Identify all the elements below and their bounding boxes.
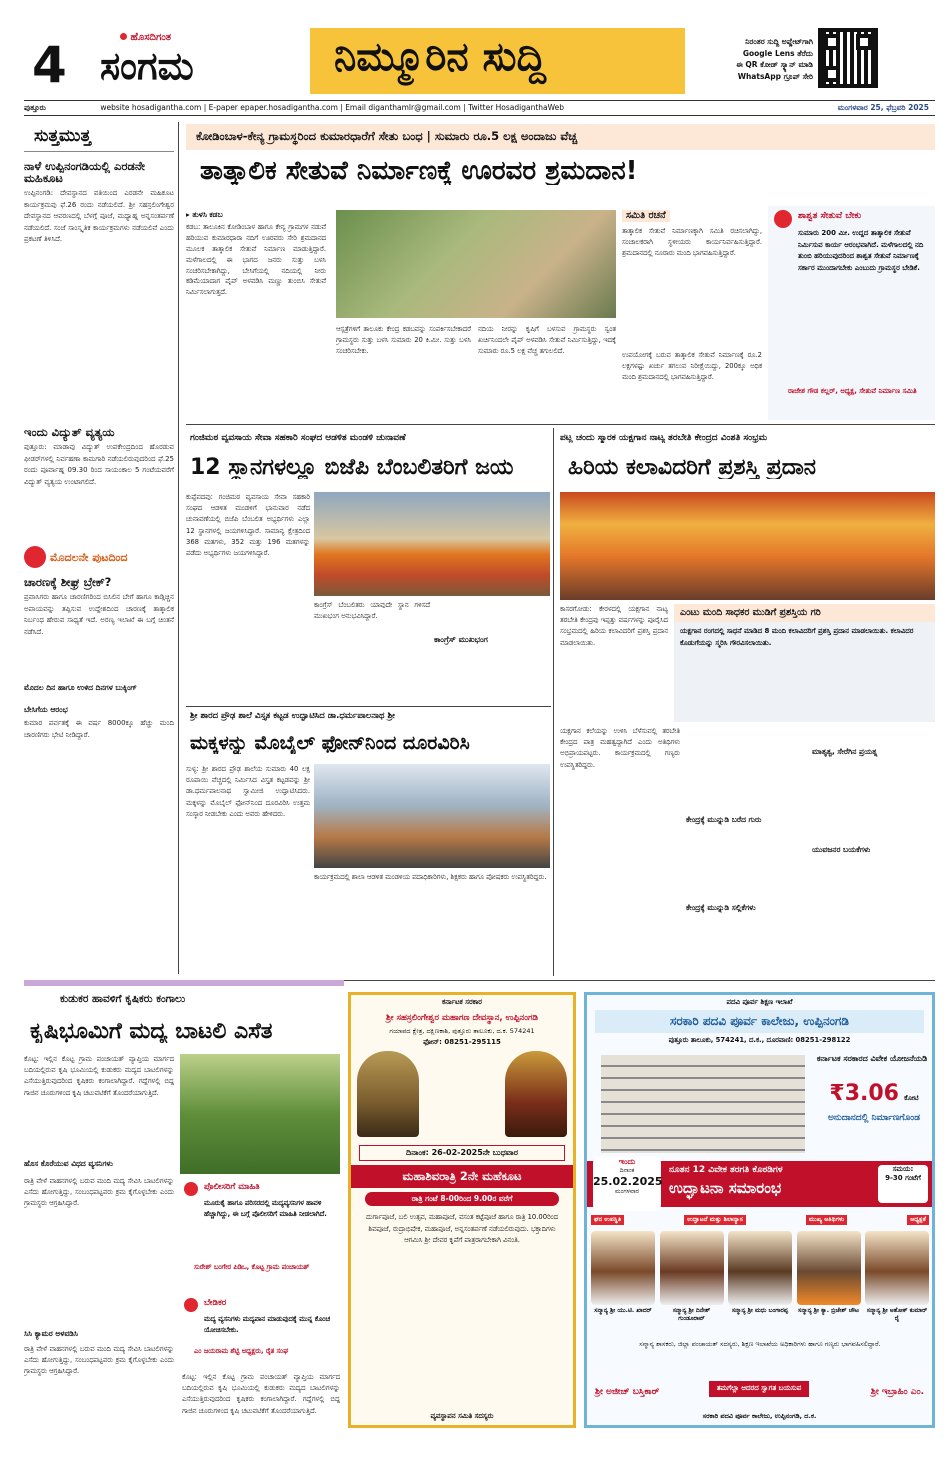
lead-committee-text: ತಾತ್ಕಾಲಿಕ ಸೇತುವೆ ನಿರ್ಮಾಣಕ್ಕಾಗಿ ಸಮಿತಿ ರಚಿಸಲಾಗಿದ್ದು, ಸಂಚಾಲಕರಾಗಿ ಸ್ಥಳೀಯರು ಕಾರ್ಯನಿರ್ವಹಿಸುತ್ತಿದ್ದಾರೆ. ಶ್ರಮದಾನದಲ್ಲಿ ನೂರಾರು ಮಂದಿ ಭಾಗವಹಿಸುತ್ತಿದ್ದಾರೆ. (622, 227, 762, 257)
avatar (865, 1231, 929, 1305)
lead-text-2: ಆಸ್ಪತ್ರೆಗಳಿಗೆ ತಾಲೂಕು ಕೇಂದ್ರ ಕಡಬವನ್ನು ಸಂಪರ್ಕಿಸಬೇಕಾದರೆ ಗ್ರಾಮಸ್ಥರು ಸುತ್ತು ಬಳಸಿ ಸುಮಾರು 20 ಕಿ.ಮೀ. ಸುತ್ತು ಬಳಸಿ ಸಂಚರಿಸಬೇಕು. (336, 325, 471, 355)
police-author: ಸುರೇಶ್ ಬಂಗೇರ ಪಿಡಿಒ, ಕೊಟ್ಟ ಗ್ರಾಮ ಪಂಚಾಯತ್ (194, 1263, 310, 1271)
qr-code-icon[interactable] (818, 28, 878, 88)
role-0: ಘನ ಉಪಸ್ಥಿತಿ (591, 1215, 624, 1225)
story2-photo (314, 492, 550, 596)
ad2-event-bar (587, 1157, 932, 1207)
sidebar-item1-text: ಉಪ್ಪಿನಂಗಡಿ: ದೇವಸ್ಥಾನದ ವತಿಯಿಂದ ಎರಡನೇ ಮಹಿಕೂಟ ಕಾರ್ಯಕ್ರಮವು ಫೆ.26 ರಂದು ನಡೆಯಲಿದೆ. ಶ್ರೀ ಸಹಸ್ರಲಿಂಗೇಶ್ವರ ದೇವಸ್ಥಾನದ ಆವರಣದಲ್ಲಿ ಬೆಳಗ್ಗೆ ಪೂಜೆ, ಮಧ್ಯಾಹ್ನ ಅನ್ನಸಂತರ್ಪಣೆ ನಡೆಯಲಿದೆ. ಸಂಜೆ ಸಾಂಸ್ಕೃತಿಕ ಕಾರ್ಯಕ್ರಮಗಳು ನಡೆಯಲಿವೆ ಎಂದು ಪ್ರಕಟಣೆ ತಿಳಿಸಿದೆ. (24, 189, 174, 244)
avatar (728, 1231, 792, 1305)
story2-text: ಕುಪ್ಪೆಪದವು: ಗಂಜಿಮಠ ವ್ಯವಸಾಯ ಸೇವಾ ಸಹಕಾರಿ ಸಂಘದ ಆಡಳಿತ ಮಂಡಳಿಗೆ ಭಾನುವಾರ ನಡೆದ ಚುನಾವಣೆಯಲ್ಲಿ ಬಿಜೆಪಿ ಬೆಂಬಲಿತ ಅಭ್ಯರ್ಥಿಗಳು ಎಲ್ಲಾ 12 ಸ್ಥಾನಗಳಲ್ಲಿ ಜಯಗಳಿಸಿದ್ದಾರೆ. ಸಾಮಾನ್ಯ ಕ್ಷೇತ್ರದಿಂದ 368 ಮತಗಳು, 352 ಮತ್ತು 196 ಮತಗಳನ್ನು ಪಡೆದು ಅಭ್ಯರ್ಥಿಗಳು ಜಯಗಳಿಸಿದ್ದಾರೆ. (186, 493, 310, 558)
role-2: ಮುಖ್ಯ ಅತಿಥಿಗಳು (806, 1215, 847, 1225)
sidebar-from-front-label: ಮೊದಲನೇ ಪುಟದಿಂದ (24, 546, 174, 568)
story2-text2: ಕಾಂಗ್ರೆಸ್ ಬೆಂಬಲಿತರು ಯಾವುದೇ ಸ್ಥಾನ ಗಳಿಸದೆ ಮುಖಭಂಗ ಅನುಭವಿಸಿದ್ದಾರೆ. (314, 601, 430, 621)
story5-sub1: ಹೊಸ ಕೊರೆಯುವ ವಿಧದ ವ್ಯಸನಿಗಳು (24, 1159, 113, 1168)
story2-headline: 12 ಸ್ಥಾನಗಳಲ್ಲೂ ಬಿಜೆಪಿ ಬೆಂಬಲಿತರಿಗೆ ಜಯ (190, 456, 514, 480)
ad2-footer: ಸರಕಾರಿ ಪದವಿ ಪೂರ್ವ ಕಾಲೇಜು, ಉಪ್ಪಿನಂಗಡಿ, ದ.ಕ. (702, 1412, 817, 1420)
ad2-time-box (878, 1165, 928, 1203)
story5-text4: ಕೊಟ್ಟ: ಇಲ್ಲಿನ ಕೊಟ್ಟ ಗ್ರಾಮ ಪಂಚಾಯತ್ ವ್ಯಾಪ್ತಿಯ ಮಾರ್ಗದ ಬದಿಯಲ್ಲಿರುವ ಕೃಷಿ ಭೂಮಿಯಲ್ಲಿ ಕುಡುಕರು ಮದ್ಯದ ಬಾಟಲಿಗಳನ್ನು ಎಸೆಯುತ್ತಿರುವುದರಿಂದ ಕೃಷಿಕರು ಕಂಗಾಲಾಗಿದ್ದಾರೆ. ಗದ್ದೆಗಳಲ್ಲಿ ಬಿದ್ದ ಗಾಜಿನ ಚೂರುಗಳಿಂದ ಕೃಷಿ ಚಟುವಟಿಕೆಗೆ ತೊಂದರೆಯಾಗುತ್ತಿದೆ. (182, 1373, 340, 1415)
info-bar: ಪುತ್ತೂರು website hosadigantha.com | E-paper epaper.hosadigantha.com | Email diganthamlr@gmail.com | Twitter HosadiganthaWeb ಮಂಗಳವಾರ 25, ಫೆಬ್ರವರಿ 2025 (24, 100, 935, 116)
story3-photo (560, 492, 935, 600)
section-banner (310, 28, 685, 94)
story3-text2: ಯಕ್ಷಗಾನ ಕಲೆಯನ್ನು ಉಳಿಸಿ ಬೆಳೆಸುವಲ್ಲಿ ತರಬೇತಿ ಕೇಂದ್ರದ ಪಾತ್ರ ಮಹತ್ವದ್ದಾಗಿದೆ ಎಂದು ಅತಿಥಿಗಳು ಅಭಿಪ್ರಾಯಪಟ್ಟರು. ಕಾರ್ಯಕ್ರಮದಲ್ಲಿ ಗಣ್ಯರು ಉಪಸ್ಥಿತರಿದ್ದರು. (560, 727, 680, 769)
story2-kicker: ಗಂಜಿಮಠ ವ್ಯವಸಾಯ ಸೇವಾ ಸಹಕಾರಿ ಸಂಘದ ಆಡಳಿತ ಮಂಡಳಿ ಚುನಾವಣೆ (190, 434, 406, 443)
sidebar-column-title: ಸುತ್ತಮುತ್ತ (24, 122, 174, 152)
arrow-icon (24, 546, 46, 568)
divider-v2 (553, 428, 554, 976)
lead-quote-box (768, 206, 935, 420)
ad2-people (591, 1231, 929, 1323)
quote-icon (774, 210, 792, 228)
lead-byline: ▸ ತುಳಸಿ ಕಡಬ (186, 210, 223, 219)
story2-sub: ಕಾಂಗ್ರೆಸ್ ಮುಖಭಂಗ (434, 635, 488, 644)
story3-text: ಕಾಸರಗೋಡು: ಕೇರಳದಲ್ಲಿ ಯಕ್ಷಗಾನ ನಾಟ್ಯ ತರಬೇತಿ ಕೇಂದ್ರವು ಇಪ್ಪತ್ತು ವರ್ಷಗಳನ್ನು ಪೂರೈಸಿದ ಸಂಭ್ರಮದಲ್ಲಿ ಹಿರಿಯ ಕಲಾವಿದರಿಗೆ ಪ್ರಶಸ್ತಿ ಪ್ರದಾನ ಮಾಡಲಾಯಿತು. (560, 605, 668, 647)
story3-sub3: ಕೇಂದ್ರಕ್ಕೆ ಮುನ್ನುಡಿ ಸಲ್ಲಿಕೆಗಳು (686, 902, 756, 912)
story3-headline: ಹಿರಿಯ ಕಲಾವಿದರಿಗೆ ಪ್ರಶಸ್ತಿ ಪ್ರದಾನ (568, 456, 816, 480)
section-banner-text: ನಿಮ್ಮೂರಿನ ಸುದ್ದಿ (334, 34, 546, 80)
ad1-images (351, 1047, 573, 1141)
ad2-header: ಪದವಿ ಪೂರ್ವ ಶಿಕ್ಷಣ ಇಲಾಖೆ (726, 998, 793, 1006)
role-3: ಅಧ್ಯಕ್ಷತೆ (907, 1215, 929, 1225)
police-title: ಪೊಲೀಸರಿಗೆ ಮಾಹಿತಿ (204, 1182, 260, 1192)
ad1-footer: ವ್ಯವಸ್ಥಾಪನ ಸಮಿತಿ ಸದಸ್ಯರು (430, 1412, 494, 1420)
lead-text-4: ಉಪಯೋಗಕ್ಕೆ ಬರುವ ತಾತ್ಕಾಲಿಕ ಸೇತುವೆ ನಿರ್ಮಾಣಕ್ಕೆ ರೂ.2 ಲಕ್ಷಗಳಷ್ಟು ಖರ್ಚು ತಗಲುವ ನಿರೀಕ್ಷೆಯಿದ್ದು, 200ಕ್ಕೂ ಅಧಿಕ ಮಂದಿ ಶ್ರಮದಾನದಲ್ಲಿ ಭಾಗವಹಿಸುತ್ತಿದ್ದಾರೆ. (622, 351, 762, 381)
ad2-amount-block (817, 1081, 931, 1106)
divider-h1 (186, 424, 935, 425)
person-card: ಸನ್ಮಾನ್ಯ ಶ್ರೀ ಮಧು ಬಂಗಾರಪ್ಪ (728, 1231, 792, 1323)
ad1-phone: ಫೋನ್: 08251-295115 (423, 1038, 501, 1047)
story3-kicker: ಪಟ್ಲ ಚಂದು ಸ್ಮಾರಕ ಯಕ್ಷಗಾನ ನಾಟ್ಯ ತರಬೇತಿ ಕೇಂದ್ರದ ವಿಂಶತಿ ಸಂಭ್ರಮ (560, 434, 768, 443)
ad2-welcome: ತಮಗೆಲ್ಲಾ ಆದರದ ಸ್ವಾಗತ ಬಯಸುವ (709, 1381, 809, 1397)
avatar (591, 1231, 655, 1305)
story3-col2 (686, 726, 806, 970)
story3-sub4: ಯುವಜನರ ಬಯಕೆಗಳು (812, 844, 871, 854)
lead-committee-title: ಸಮಿತಿ ರಚನೆ (622, 210, 670, 222)
sidebar-divider (178, 122, 179, 974)
demand-title: ಬೇಡಿಕರ (204, 1298, 227, 1308)
lead-photo (336, 210, 616, 318)
story3-box-text: ಯಕ್ಷಗಾನ ರಂಗದಲ್ಲಿ ಸಾಧನೆ ಮಾಡಿದ 8 ಮಂದಿ ಕಲಾವಿದರಿಗೆ ಪ್ರಶಸ್ತಿ ಪ್ರದಾನ ಮಾಡಲಾಯಿತು. ಕಲಾವಿದರ ಕೊಡುಗೆಯನ್ನು ಸ್ಮರಿಸಿ ಗೌರವಿಸಲಾಯಿತು. (680, 626, 914, 647)
story5-text3: ರಾತ್ರಿ ವೇಳೆ ವಾಹನಗಳಲ್ಲಿ ಬರುವ ಮಂದಿ ಮದ್ಯ ಸೇವಿಸಿ ಬಾಟಲಿಗಳನ್ನು ಎಸೆದು ಹೋಗುತ್ತಿದ್ದು, ಸಂಬಂಧಪಟ್ಟವರು ಕ್ರಮ ಕೈಗೊಳ್ಳಬೇಕು ಎಂದು ಗ್ರಾಮಸ್ಥರು ಆಗ್ರಹಿಸಿದ್ದಾರೆ. (24, 1345, 174, 1376)
qr-info (695, 36, 813, 83)
ad2-address: ಪುತ್ತೂರು ತಾಲೂಕು, 574241, ದ.ಕ., ದೂರವಾಣಿ: 08251-298122 (668, 1036, 851, 1044)
story2-sub-block (434, 600, 550, 696)
ad2-amount-text: ಅನುದಾನದಲ್ಲಿ ನಿರ್ಮಾಣಗೊಂಡ (827, 1113, 921, 1123)
sidebar-item2-text: ಪುತ್ತೂರು: ಮಾಡಾವು ವಿದ್ಯುತ್ ಉಪಕೇಂದ್ರದಿಂದ ಹೊರಡುವ ಫೀಡರ್‌ಗಳಲ್ಲಿ ನಿರ್ವಹಣಾ ಕಾಮಗಾರಿ ನಡೆಯಲಿರುವುದರಿಂದ ಫೆ.25 ರಂದು ಪೂರ್ವಾಹ್ನ 09.30 ರಿಂದ ಸಾಯಂಕಾಲ 5 ಗಂಟೆಯವರೆಗೆ ವಿದ್ಯುತ್ ವ್ಯತ್ಯಯ ಉಂಟಾಗಲಿದೆ. (24, 443, 174, 486)
deity-image-left (357, 1051, 419, 1137)
lead-kicker: ಕೋಡಿಂಬಾಳ-ಕೇನ್ಯ ಗ್ರಾಮಸ್ಥರಿಂದ ಕುಮಾರಧಾರೆಗೆ ಸೇತು ಬಂಧ | ಸುಮಾರು ರೂ.5 ಲಕ್ಷ ಅಂದಾಜು ವೆಚ್ಚ (196, 129, 578, 143)
ad2-event-sub: ನೂತನ 12 ವಿವೇಕ ತರಗತಿ ಕೊಠಡಿಗಳ (669, 1165, 783, 1175)
sidebar (24, 122, 174, 974)
story5-demand-box (182, 1296, 340, 1366)
story3-col3 (812, 726, 935, 970)
story5-text: ಕೊಟ್ಟ: ಇಲ್ಲಿನ ಕೊಟ್ಟ ಗ್ರಾಮ ಪಂಚಾಯತ್ ವ್ಯಾಪ್ತಿಯ ಮಾರ್ಗದ ಬದಿಯಲ್ಲಿರುವ ಕೃಷಿ ಭೂಮಿಯಲ್ಲಿ ಕುಡುಕರು ಮದ್ಯದ ಬಾಟಲಿಗಳನ್ನು ಎಸೆಯುತ್ತಿರುವುದರಿಂದ ಕೃಷಿಕರು ಕಂಗಾಲಾಗಿದ್ದಾರೆ. ಗದ್ದೆಗಳಲ್ಲಿ ಬಿದ್ದ ಗಾಜಿನ ಚೂರುಗಳಿಂದ ಕೃಷಿ ಚಟುವಟಿಕೆಗೆ ತೊಂದರೆಯಾಗುತ್ತಿದೆ. (24, 1055, 174, 1097)
ad1-body: ದುರ್ಗಾಪೂಜೆ, ಬಲಿ ಉತ್ಸವ, ಮಹಾಪೂಜೆ, ವಸಂತ ಕಟ್ಟೆಪೂಜೆ ಹಾಗೂ ರಾತ್ರಿ 10.00ರಿಂದ ಶಿವಪೂಜೆ, ರುದ್ರಾಭಿಷೇಕ, ಮಹಾಪೂಜೆ, ಅನ್ನಸಂತರ್ಪಣೆ ನಡೆಯಲಿರುವುದು. ಭಕ್ತಾದಿಗಳು ಆಗಮಿಸಿ ಶ್ರೀ ದೇವರ ಕೃಪೆಗೆ ಪಾತ್ರರಾಗಬೇಕಾಗಿ ವಿನಂತಿ. (365, 1213, 559, 1245)
story4-kicker: ಶ್ರೀ ಶಾರದ ಪ್ರೌಢ ಶಾಲೆ ವಿಸ್ತೃತ ಕಟ್ಟಡ ಉದ್ಘಾಟಿಸಿದ ಡಾ.ಧರ್ಮಪಾಲನಾಥ ಶ್ರೀ (190, 712, 395, 721)
ad2-sign-right: ಶ್ರೀ ಇಬ್ರಾಹಿಂ ಎಂ. (870, 1387, 924, 1397)
story4-photo (314, 764, 550, 868)
story5-headline: ಕೃಷಿಭೂಮಿಗೆ ಮದ್ಯ ಬಾಟಲಿ ಎಸೆತ (30, 1020, 273, 1044)
sidebar-item2-title: ಇಂದು ವಿದ್ಯುತ್ ವ್ಯತ್ಯಯ (24, 425, 115, 440)
person-card: ಸನ್ಮಾನ್ಯ ಶ್ರೀ ದಿನೇಶ್ ಗುಂಡೂರಾವ್ (660, 1231, 724, 1323)
page-number: 4 (32, 36, 67, 94)
demand-author: ಎಂ ಜಯರಾಮ ಶೆಟ್ಟಿ ಅಧ್ಯಕ್ಷರು, ರೈತ ಸಂಘ (194, 1347, 289, 1355)
role-1: ಉದ್ಘಾಟನೆ ಮತ್ತು ಶಿಲಾನ್ಯಾಸ (684, 1215, 746, 1225)
avatar (797, 1231, 861, 1305)
lead-text-1: ಕಡಬ: ತಾಲೂಕಿನ ಕೋಡಿಂಬಾಳ ಹಾಗೂ ಕೇನ್ಯ ಗ್ರಾಮಗಳ ನಡುವೆ ಹರಿಯುವ ಕುಮಾರಧಾರಾ ನದಿಗೆ ಊರವರು ಸೇರಿ ಶ್ರಮದಾನದ ಮೂಲಕ ತಾತ್ಕಾಲಿಕ ಸೇತುವೆ ನಿರ್ಮಾಣ ಮಾಡುತ್ತಿದ್ದಾರೆ. ಮಳೆಗಾಲದಲ್ಲಿ ಈ ಭಾಗದ ಜನರು ಸುತ್ತು ಬಳಸಿ ಸಂಚರಿಸಬೇಕಾಗಿದ್ದು, ಬೇಸಿಗೆಯಲ್ಲಿ ನದಿಯಲ್ಲಿ ನೀರು ಕಡಿಮೆಯಾದಾಗ ಪೈಪ್ ಅಳವಡಿಸಿ ಮಣ್ಣು ತುಂಬಿಸಿ ಸೇತುವೆ ನಿರ್ಮಿಸಲಾಗುತ್ತದೆ. (186, 223, 326, 297)
ad2-building (601, 1055, 805, 1153)
qr-text-2: Google Lens ತೆರೆದು (742, 48, 813, 58)
sidebar-item3-sub2: ಬೇಸಿಗೆಯ ಆರಂಭ (24, 705, 68, 715)
ad2-roles (591, 1215, 929, 1225)
lead-text-3: ನದಿಯ ನೀರನ್ನು ಕೃಷಿಗೆ ಬಳಸುವ ಗ್ರಾಮಸ್ಥರು ಸ್ವಂತ ಖರ್ಚಿನಿಂದಲೇ ಪೈಪ್ ಅಳವಡಿಸಿ ಸೇತುವೆ ನಿರ್ಮಿಸುತ್ತಿದ್ದು, ಇದಕ್ಕೆ ಸುಮಾರು ರೂ.5 ಲಕ್ಷ ವೆಚ್ಚ ತಗುಲಲಿದೆ. (478, 325, 616, 355)
ad1-date-box: ದಿನಾಂಕ: 26-02-2025ನೇ ಬುಧವಾರ (359, 1145, 565, 1161)
ad1-temple: ಶ್ರೀ ಸಹಸ್ರಲಿಂಗೇಶ್ವರ ಮಹಾಗಣ ದೇವಸ್ಥಾನ, ಉಪ್ಪಿನಂಗಡಿ (386, 1013, 538, 1023)
sidebar-item3-text: ಪ್ರವಾಸಿಗರು ಹಾಗೂ ಚಾರಣಿಗರಿಂದ ಬಿಸಿಲಿನ ಬೇಗೆ ಹಾಗೂ ಕಾಡ್ಗಿಚ್ಚಿನ ಅಪಾಯವನ್ನು ತಪ್ಪಿಸುವ ಉದ್ದೇಶದಿಂದ ಚಾರಣಕ್ಕೆ ತಾತ್ಕಾಲಿಕ ನಿರ್ಬಂಧ ಹೇರುವ ಸಾಧ್ಯತೆ ಇದೆ. ಅರಣ್ಯ ಇಲಾಖೆ ಈ ಬಗ್ಗೆ ಚಿಂತನೆ ನಡೆಸಿದೆ. (24, 593, 174, 636)
ad2-time: 9-30 ಗಂಟೆಗೆ (885, 1174, 921, 1182)
ad2-amount: ₹3.06 (829, 1081, 899, 1106)
demand-text: ಮದ್ಯ ವ್ಯಸನಿಗಳು ಮದ್ಯಪಾನ ಮಾಡುವುದಕ್ಕೆ ಮುನ್ನ ಕೊಂಚ ಯೋಚಿಸಬೇಕು. (204, 1315, 331, 1334)
story3-sub1: ಕೇಂದ್ರಕ್ಕೆ ಮುನ್ನುಡಿ ಬರೆದ ಗುರು (686, 815, 762, 824)
ad2-sign-left: ಶ್ರೀ ಅಜೀಜ್ ಬಸ್ತಿಕಾರ್ (595, 1387, 660, 1397)
ad2-date: 25.02.2025 (593, 1175, 663, 1188)
ad-temple (348, 992, 576, 1428)
person-card: ಸನ್ಮಾನ್ಯ ಶ್ರೀ ಯು.ಟಿ. ಖಾದರ್ (591, 1231, 655, 1323)
ad1-address: ಗಯಾಪದ ಕ್ಷೇತ್ರ, ದಕ್ಷಿಣಕಾಶಿ, ಪುತ್ತೂರು ತಾಲೂಕು, ದ.ಕ. 574241 (389, 1027, 535, 1036)
deity-image-right (505, 1051, 567, 1137)
brand-dot-icon (120, 33, 127, 40)
ad2-today: ಇಂದು (618, 1157, 636, 1166)
ad1-header: ಕರ್ನಾಟಕ ಸರಕಾರ (441, 998, 483, 1006)
person-card: ಸನ್ಮಾನ್ಯ ಶ್ರೀ ಅಶೋಕ್ ಕುಮಾರ್ ರೈ (865, 1231, 929, 1323)
story4-text2: ಕಾರ್ಯಕ್ರಮದಲ್ಲಿ ಶಾಲಾ ಆಡಳಿತ ಮಂಡಳಿಯ ಪದಾಧಿಕಾರಿಗಳು, ಶಿಕ್ಷಕರು ಹಾಗೂ ಪೋಷಕರು ಉಪಸ್ಥಿತರಿದ್ದರು. (314, 873, 547, 881)
ad2-body: ಸನ್ಮಾನ್ಯ ಶಾಸಕರು, ಜಿಲ್ಲಾ ಪಂಚಾಯತ್ ಸದಸ್ಯರು, ಶಿಕ್ಷಣ ಇಲಾಖೆಯ ಅಧಿಕಾರಿಗಳು ಹಾಗೂ ಗಣ್ಯರು ಭಾಗವಹಿಸಲಿದ್ದಾರೆ. (639, 1340, 881, 1348)
section-title: ಸಂಗಮ (100, 44, 194, 88)
story5-police-box (182, 1180, 340, 1288)
demand-icon (184, 1298, 198, 1312)
ad-college (584, 992, 935, 1428)
story5-sub2: ಸಿಸಿ ಕ್ಯಾಮರ ಅಳವಡಿಸಿ (24, 1329, 78, 1338)
avatar (660, 1231, 724, 1305)
sidebar-item3-text2: ಕುಮಾರ ಪರ್ವತಕ್ಕೆ ಈ ವರ್ಷ 8000ಕ್ಕೂ ಹೆಚ್ಚು ಮಂದಿ ಚಾರಣಿಗರು ಭೇಟಿ ನೀಡಿದ್ದಾರೆ. (24, 719, 174, 739)
ad2-day: ಮಂಗಳವಾರ (614, 1188, 639, 1195)
story5-kicker: ಕುಡುಕರ ಹಾವಳಿಗೆ ಕೃಷಿಕರು ಕಂಗಾಲು (60, 993, 186, 1005)
story3-box-title: ಎಂಟು ಮಂದಿ ಸಾಧಕರ ಮುಡಿಗೆ ಪ್ರಶಸ್ತಿಯ ಗರಿ (674, 604, 935, 622)
story5-photo-main (180, 1054, 340, 1174)
sidebar-item3-title: ಚಾರಣಕ್ಕೆ ಶೀಘ್ರ ಬ್ರೇಕ್? (24, 575, 112, 590)
lead-quote-title: ಶಾಶ್ವತ ಸೇತುವೆ ಬೇಕು (798, 211, 862, 221)
ad2-date-badge (593, 1157, 661, 1211)
story3-box (674, 604, 935, 722)
police-text: ಮೂರುಕೈ ಹಾಗೂ ಪರಿಸರದಲ್ಲಿ ಮದ್ಯವ್ಯಸನಿಗಳ ಹಾವಳಿ ಹೆಚ್ಚಾಗಿದ್ದು, ಈ ಬಗ್ಗೆ ಪೊಲೀಸರಿಗೆ ಮಾಹಿತಿ ನೀಡಲಾಗಿದೆ. (204, 1199, 327, 1218)
masthead (10, 28, 935, 100)
lead-kicker-bar (186, 124, 935, 150)
story4-text: ಸುಳ್ಯ: ಶ್ರೀ ಶಾರದ ಪ್ರೌಢ ಶಾಲೆಯ ಸುಮಾರು 40 ಲಕ್ಷ ರೂಪಾಯಿ ವೆಚ್ಚದಲ್ಲಿ ನಿರ್ಮಿಸಿದ ವಿಸ್ತೃತ ಕಟ್ಟಡವನ್ನು ಶ್ರೀ ಡಾ.ಧರ್ಮಪಾಲನಾಥ ಸ್ವಾಮೀಜಿ ಉದ್ಘಾಟಿಸಿದರು. ಮಕ್ಕಳನ್ನು ಮೊಬೈಲ್ ಫೋನ್‌ನಿಂದ ದೂರವಿರಿಸಿ ಉತ್ತಮ ಸಂಸ್ಕಾರ ನೀಡಬೇಕು ಎಂದು ಅವರು ಹೇಳಿದರು. (186, 765, 310, 818)
lead-quote-text: ಸುಮಾರು 200 ಮೀ. ಉದ್ದದ ತಾತ್ಕಾಲಿಕ ಸೇತುವೆ ನಿರ್ಮಿಸುವ ಕಾರ್ಯ ಆರಂಭವಾಗಿದೆ. ಮಳೆಗಾಲದಲ್ಲಿ ನದಿ ತುಂಬಿ ಹರಿಯುವುದರಿಂದ ಶಾಶ್ವತ ಸೇತುವೆ ನಿರ್ಮಾಣಕ್ಕೆ ಸರ್ಕಾರ ಮುಂದಾಗಬೇಕು ಎಂಬುದು ಗ್ರಾಮಸ್ಥರ ಬೇಡಿಕೆ. (798, 229, 924, 272)
divider-h3-accent (24, 980, 344, 986)
lead-headline: ತಾತ್ಕಾಲಿಕ ಸೇತುವೆ ನಿರ್ಮಾಣಕ್ಕೆ ಊರವರ ಶ್ರಮದಾನ! (200, 158, 638, 186)
qr-text-4: WhatsApp ಗ್ರೂಪ್ ಸೇರಿ (737, 71, 813, 81)
website-link[interactable]: website hosadigantha.com (100, 103, 202, 112)
ad1-time: ರಾತ್ರಿ ಗಂಟೆ 8-00ರಿಂದ 9.00ರ ವರೆಗೆ (365, 1192, 559, 1206)
ad2-time-label: ಸಮಯ: (892, 1165, 914, 1173)
email-link[interactable]: Email diganthamlr@gmail.com (345, 103, 461, 112)
sidebar-item1-title: ನಾಳೆ ಉಪ್ಪಿನಂಗಡಿಯಲ್ಲಿ ಎರಡನೇ ಮಹಿಕೂಟ (24, 159, 145, 186)
ad2-event: ಉದ್ಘಾಟನಾ ಸಮಾರಂಭ (669, 1179, 782, 1197)
story3-sub2: ಮಾತೃತ್ವ, ಸೇರೆಗಿನ ಪ್ರಯತ್ನ (812, 747, 878, 756)
qr-text-1: ನಿರಂತರ ಸುದ್ದಿ ಅಪ್ಡೇಟ್‌ಗಾಗಿ (745, 37, 813, 46)
twitter-link[interactable]: Twitter HosadiganthaWeb (468, 103, 564, 112)
issue-date: ಮಂಗಳವಾರ 25, ಫೆಬ್ರವರಿ 2025 (837, 103, 929, 112)
person-card: ಸನ್ಮಾನ್ಯ ಶ್ರೀ ಕ್ಯಾ. ಬ್ರಿಜೇಶ್ ಚೌಟ (797, 1231, 861, 1323)
divider-h2 (186, 706, 551, 707)
police-icon (184, 1182, 198, 1196)
brand-logo-small (120, 32, 171, 43)
ad2-date-label: ದಿನಾಂಕ (619, 1167, 635, 1174)
ad2-college: ಸರಕಾರಿ ಪದವಿ ಪೂರ್ವ ಕಾಲೇಜು, ಉಪ್ಪಿನಂಗಡಿ (595, 1010, 924, 1033)
epaper-link[interactable]: E-paper epaper.hosadigantha.com (208, 103, 338, 112)
story4-headline: ಮಕ್ಕಳನ್ನು ಮೊಬೈಲ್ ಫೋನ್‌ನಿಂದ ದೂರವಿರಿಸಿ (190, 734, 470, 754)
brand-name: ಹೊಸದಿಗಂತ (130, 32, 172, 43)
sidebar-item3-sub1: ಮೊದಲ ದಿನ ಹಾಗೂ ಉಳಿದ ದಿನಗಳ ಬುಕ್ಕಿಂಗ್ (24, 683, 137, 693)
qr-text-3: ಈ QR ಕೋಡ್ ಸ್ಕ್ಯಾನ್ ಮಾಡಿ (736, 60, 813, 70)
ad1-event: ಮಹಾಶಿವರಾತ್ರಿ 2ನೇ ಮಹೆಕೂಟ (351, 1165, 573, 1188)
lead-quote-author: ರಾಜೇಶ ಗೌಡ ಕಲ್ಲರ್, ಅಧ್ಯಕ್ಷ, ಸೇತುವೆ ನಿರ್ಮಾಣ ಸಮಿತಿ (788, 387, 917, 395)
edition-label: ಪುತ್ತೂರು (24, 103, 46, 112)
ad2-amount-unit: ಕೋಟಿ (904, 1094, 919, 1102)
ad2-scheme: ಕರ್ನಾಟಕ ಸರಕಾರದ ವಿವೇಕ ಯೋಜನೆಯಡಿ (816, 1054, 928, 1063)
story5-text2: ರಾತ್ರಿ ವೇಳೆ ವಾಹನಗಳಲ್ಲಿ ಬರುವ ಮಂದಿ ಮದ್ಯ ಸೇವಿಸಿ ಬಾಟಲಿಗಳನ್ನು ಎಸೆದು ಹೋಗುತ್ತಿದ್ದು, ಸಂಬಂಧಪಟ್ಟವರು ಕ್ರಮ ಕೈಗೊಳ್ಳಬೇಕು ಎಂದು ಗ್ರಾಮಸ್ಥರು ಆಗ್ರಹಿಸಿದ್ದಾರೆ. (24, 1177, 174, 1208)
